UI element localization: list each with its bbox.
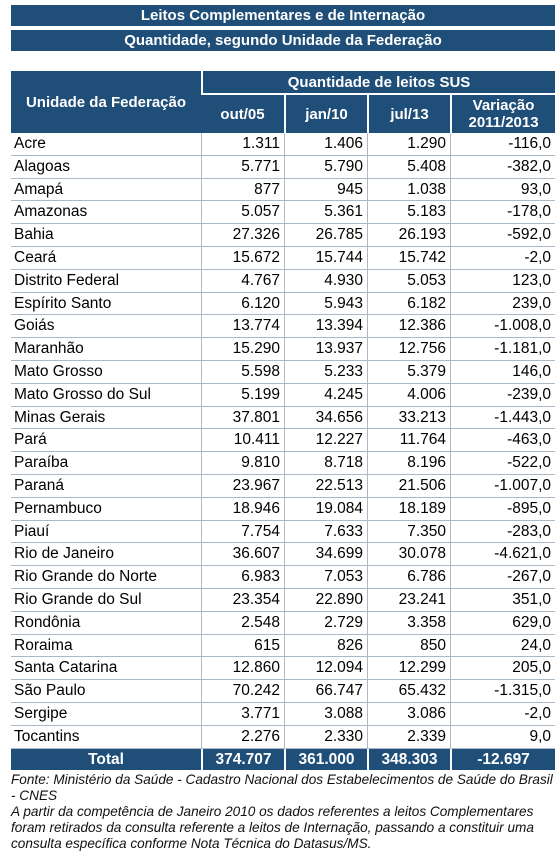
cell-uf-name: Amapá (11, 179, 201, 202)
cell-jan10: 7.633 (284, 521, 367, 544)
cell-jan10: 12.094 (284, 657, 367, 680)
cell-jul13: 12.299 (367, 657, 450, 680)
cell-jan10: 26.785 (284, 224, 367, 247)
cell-out05: 5.598 (201, 361, 284, 384)
cell-jan10: 5.361 (284, 201, 367, 224)
cell-jan10: 1.406 (284, 133, 367, 156)
cell-out05: 4.767 (201, 270, 284, 293)
cell-uf-name: Santa Catarina (11, 657, 201, 680)
cell-jul13: 8.196 (367, 452, 450, 475)
cell-jul13: 11.764 (367, 429, 450, 452)
cell-uf-name: Goiás (11, 315, 201, 338)
cell-out05: 37.801 (201, 407, 284, 430)
table-row (11, 338, 555, 361)
cell-variacao: -1.007,0 (450, 475, 555, 498)
cell-jan10: 826 (284, 635, 367, 658)
cell-variacao: 9,0 (450, 726, 555, 749)
table-row (11, 224, 555, 247)
cell-uf-name: Bahia (11, 224, 201, 247)
cell-jul13: 3.086 (367, 703, 450, 726)
cell-jul13: 7.350 (367, 521, 450, 544)
header-variacao (450, 93, 555, 133)
cell-jan10: 8.718 (284, 452, 367, 475)
cell-jul13: 26.193 (367, 224, 450, 247)
cell-jul13: 850 (367, 635, 450, 658)
cell-uf-name: Maranhão (11, 338, 201, 361)
cell-out05: 15.672 (201, 247, 284, 270)
cell-variacao: -895,0 (450, 498, 555, 521)
header-jul13: jul/13 (367, 93, 450, 133)
cell-variacao: -267,0 (450, 566, 555, 589)
cell-variacao: 239,0 (450, 293, 555, 316)
cell-variacao: -283,0 (450, 521, 555, 544)
cell-jan10: 66.747 (284, 680, 367, 703)
cell-variacao: -178,0 (450, 201, 555, 224)
cell-jan10: 7.053 (284, 566, 367, 589)
cell-variacao: -239,0 (450, 384, 555, 407)
cell-variacao: 629,0 (450, 612, 555, 635)
table-row (11, 726, 555, 749)
cell-jul13: 21.506 (367, 475, 450, 498)
method-note: A partir da competência de Janeiro 2010 os dados referentes a leitos Complementares foram retirados da consulta referente a leitos de Internação, passando a constituir uma consulta específica conforme Nota Técnica do Datasus/MS. (11, 803, 534, 851)
cell-jul13: 18.189 (367, 498, 450, 521)
cell-variacao: -522,0 (450, 452, 555, 475)
header-group: Quantidade de leitos SUS (201, 71, 555, 93)
cell-uf-name: Rio Grande do Norte (11, 566, 201, 589)
table-row (11, 452, 555, 475)
footnotes (11, 772, 555, 852)
cell-variacao: 146,0 (450, 361, 555, 384)
cell-out05: 10.411 (201, 429, 284, 452)
cell-jul13: 5.183 (367, 201, 450, 224)
cell-uf-name: São Paulo (11, 680, 201, 703)
table-row (11, 612, 555, 635)
cell-variacao: -1.181,0 (450, 338, 555, 361)
cell-variacao: -1.315,0 (450, 680, 555, 703)
cell-jan10: 3.088 (284, 703, 367, 726)
table-row (11, 407, 555, 430)
cell-jul13: 5.379 (367, 361, 450, 384)
table-row (11, 293, 555, 316)
cell-out05: 12.860 (201, 657, 284, 680)
cell-uf-name: Amazonas (11, 201, 201, 224)
table-row (11, 543, 555, 566)
cell-jan10: 945 (284, 179, 367, 202)
cell-out05: 2.276 (201, 726, 284, 749)
cell-out05: 23.967 (201, 475, 284, 498)
cell-jan10: 22.890 (284, 589, 367, 612)
cell-uf-name: Rio Grande do Sul (11, 589, 201, 612)
cell-uf-name: Espírito Santo (11, 293, 201, 316)
cell-jan10: 2.729 (284, 612, 367, 635)
cell-jan10: 19.084 (284, 498, 367, 521)
cell-variacao: -463,0 (450, 429, 555, 452)
total-jul13: 348.303 (367, 749, 450, 770)
cell-uf-name: Pará (11, 429, 201, 452)
cell-jul13: 12.386 (367, 315, 450, 338)
source-note: Fonte: Ministério da Saúde - Cadastro Nacional dos Estabelecimentos de Saúde do Brasil - CNES (11, 771, 553, 803)
total-label: Total (11, 749, 201, 770)
cell-out05: 877 (201, 179, 284, 202)
cell-variacao: -1.443,0 (450, 407, 555, 430)
cell-jan10: 5.790 (284, 156, 367, 179)
table-row (11, 133, 555, 156)
cell-jan10: 34.699 (284, 543, 367, 566)
cell-uf-name: Piauí (11, 521, 201, 544)
cell-uf-name: Sergipe (11, 703, 201, 726)
cell-jan10: 4.245 (284, 384, 367, 407)
cell-out05: 9.810 (201, 452, 284, 475)
table-row (11, 315, 555, 338)
table-row (11, 179, 555, 202)
cell-variacao: 351,0 (450, 589, 555, 612)
cell-jan10: 13.937 (284, 338, 367, 361)
cell-out05: 2.548 (201, 612, 284, 635)
total-out05: 374.707 (201, 749, 284, 770)
cell-jul13: 2.339 (367, 726, 450, 749)
cell-jul13: 30.078 (367, 543, 450, 566)
cell-variacao: -116,0 (450, 133, 555, 156)
table-row (11, 475, 555, 498)
total-row (11, 749, 555, 770)
header-variacao-label: Variação (472, 97, 535, 114)
cell-jul13: 5.408 (367, 156, 450, 179)
cell-out05: 15.290 (201, 338, 284, 361)
cell-out05: 6.983 (201, 566, 284, 589)
cell-jul13: 6.182 (367, 293, 450, 316)
table-row (11, 201, 555, 224)
cell-out05: 6.120 (201, 293, 284, 316)
table-row (11, 156, 555, 179)
cell-jan10: 12.227 (284, 429, 367, 452)
cell-variacao: 93,0 (450, 179, 555, 202)
cell-uf-name: Rio de Janeiro (11, 543, 201, 566)
table-row (11, 589, 555, 612)
header-out05: out/05 (201, 93, 284, 133)
cell-jul13: 23.241 (367, 589, 450, 612)
cell-jan10: 34.656 (284, 407, 367, 430)
cell-jul13: 12.756 (367, 338, 450, 361)
cell-jul13: 5.053 (367, 270, 450, 293)
table-row (11, 657, 555, 680)
cell-uf-name: Tocantins (11, 726, 201, 749)
cell-jul13: 1.290 (367, 133, 450, 156)
cell-out05: 7.754 (201, 521, 284, 544)
table-row (11, 384, 555, 407)
table-subtitle: Quantidade, segundo Unidade da Federação (11, 30, 555, 51)
cell-uf-name: Distrito Federal (11, 270, 201, 293)
table-row (11, 521, 555, 544)
cell-out05: 1.311 (201, 133, 284, 156)
cell-variacao: -382,0 (450, 156, 555, 179)
cell-jan10: 5.943 (284, 293, 367, 316)
cell-jul13: 3.358 (367, 612, 450, 635)
header-uf: Unidade da Federação (11, 71, 201, 133)
table-row (11, 247, 555, 270)
cell-variacao: 205,0 (450, 657, 555, 680)
header-variacao-period: 2011/2013 (468, 114, 539, 131)
cell-variacao: -592,0 (450, 224, 555, 247)
cell-jul13: 4.006 (367, 384, 450, 407)
cell-uf-name: Roraima (11, 635, 201, 658)
cell-variacao: -1.008,0 (450, 315, 555, 338)
cell-out05: 18.946 (201, 498, 284, 521)
cell-uf-name: Mato Grosso do Sul (11, 384, 201, 407)
cell-variacao: 123,0 (450, 270, 555, 293)
cell-out05: 3.771 (201, 703, 284, 726)
cell-jan10: 5.233 (284, 361, 367, 384)
cell-uf-name: Pernambuco (11, 498, 201, 521)
cell-uf-name: Acre (11, 133, 201, 156)
cell-out05: 27.326 (201, 224, 284, 247)
cell-jan10: 22.513 (284, 475, 367, 498)
table-row (11, 566, 555, 589)
cell-uf-name: Alagoas (11, 156, 201, 179)
cell-jul13: 33.213 (367, 407, 450, 430)
cell-uf-name: Mato Grosso (11, 361, 201, 384)
cell-variacao: -2,0 (450, 703, 555, 726)
total-variacao: -12.697 (450, 749, 555, 770)
table-body (11, 133, 555, 749)
table-row (11, 680, 555, 703)
table-row (11, 635, 555, 658)
cell-uf-name: Paraná (11, 475, 201, 498)
cell-out05: 5.057 (201, 201, 284, 224)
total-jan10: 361.000 (284, 749, 367, 770)
cell-out05: 5.199 (201, 384, 284, 407)
cell-out05: 13.774 (201, 315, 284, 338)
header-jan10: jan/10 (284, 93, 367, 133)
cell-jan10: 2.330 (284, 726, 367, 749)
cell-jan10: 4.930 (284, 270, 367, 293)
cell-out05: 36.607 (201, 543, 284, 566)
cell-jan10: 13.394 (284, 315, 367, 338)
cell-uf-name: Ceará (11, 247, 201, 270)
cell-uf-name: Rondônia (11, 612, 201, 635)
table-row (11, 270, 555, 293)
cell-uf-name: Minas Gerais (11, 407, 201, 430)
cell-out05: 615 (201, 635, 284, 658)
table-row (11, 361, 555, 384)
cell-out05: 23.354 (201, 589, 284, 612)
cell-jul13: 1.038 (367, 179, 450, 202)
table-row (11, 703, 555, 726)
table-title: Leitos Complementares e de Internação (11, 5, 555, 26)
cell-jul13: 65.432 (367, 680, 450, 703)
cell-variacao: -4.621,0 (450, 543, 555, 566)
document (11, 5, 555, 852)
cell-out05: 5.771 (201, 156, 284, 179)
cell-jan10: 15.744 (284, 247, 367, 270)
cell-variacao: 24,0 (450, 635, 555, 658)
cell-jul13: 15.742 (367, 247, 450, 270)
beds-table (11, 71, 555, 770)
cell-variacao: -2,0 (450, 247, 555, 270)
table-row (11, 498, 555, 521)
cell-jul13: 6.786 (367, 566, 450, 589)
table-row (11, 429, 555, 452)
cell-uf-name: Paraíba (11, 452, 201, 475)
cell-out05: 70.242 (201, 680, 284, 703)
